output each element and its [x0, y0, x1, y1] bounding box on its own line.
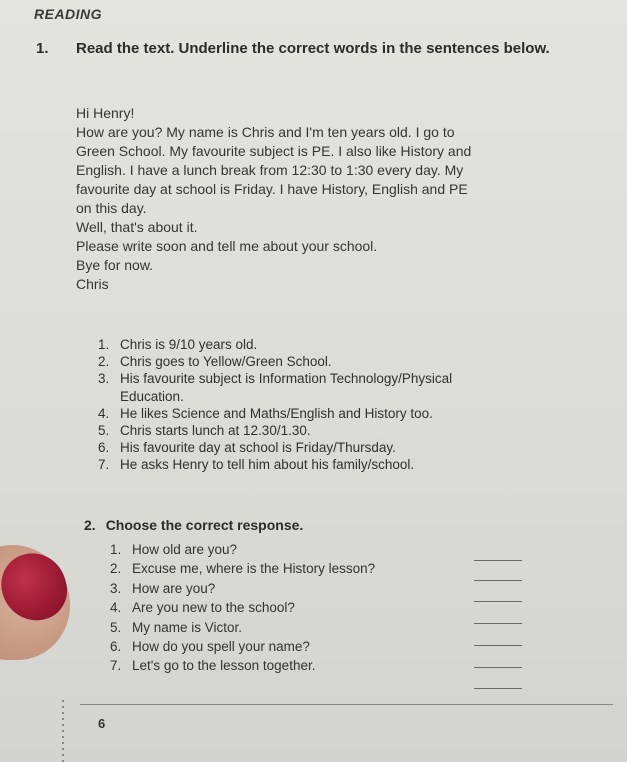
list-item: [110, 618, 470, 637]
item-number: 7.: [110, 658, 122, 674]
list-item: [98, 439, 618, 456]
answer-blank[interactable]: [474, 667, 522, 668]
item-number: 6.: [98, 440, 110, 456]
item-number: 5.: [98, 423, 110, 439]
item-number: 4.: [98, 405, 110, 421]
question-2-heading: [84, 514, 303, 536]
item-text: He asks Henry to tell him about his family/school.: [120, 457, 415, 473]
list-item: [110, 559, 470, 578]
item-text: Let's go to the lesson together.: [132, 658, 316, 674]
letter-line: English. I have a lunch break from 12:30 to 1:30 every day. My: [76, 162, 464, 178]
list-item: [110, 598, 470, 617]
margin-dotted-line: [62, 700, 64, 762]
item-text: Are you new to the school?: [132, 600, 295, 616]
answer-blank[interactable]: [474, 623, 522, 624]
answer-blank[interactable]: [474, 601, 522, 602]
list-item: [110, 656, 470, 675]
item-number: 3.: [110, 580, 122, 596]
item-number: 4.: [110, 600, 122, 616]
item-text: My name is Victor.: [132, 619, 243, 635]
list-item: [98, 405, 618, 422]
letter-line: Well, that's about it.: [76, 219, 198, 235]
item-number: 7.: [98, 457, 110, 473]
letter-line: How are you? My name is Chris and I'm ten years old. I go to: [76, 124, 455, 140]
item-number: 6.: [110, 639, 122, 655]
item-text: Excuse me, where is the History lesson?: [132, 561, 376, 577]
item-number: 2.: [98, 354, 110, 370]
answer-blank[interactable]: [474, 645, 522, 646]
letter-line: on this day.: [76, 200, 147, 216]
list-item: [98, 422, 618, 439]
list-item: [110, 579, 470, 598]
list-item: [110, 540, 470, 559]
question-instruction: Read the text. Underline the correct words in the sentences below.: [76, 40, 550, 57]
item-text: His favourite day at school is Friday/Thursday.: [120, 440, 396, 456]
footer-divider: [80, 704, 613, 705]
list-item: [98, 370, 618, 387]
item-text: How do you spell your name?: [132, 639, 310, 655]
question-1-sentences: [98, 336, 618, 474]
item-text: How old are you?: [132, 542, 238, 557]
list-item: [110, 637, 470, 656]
item-number: 1.: [98, 337, 110, 352]
letter-line: Green School. My favourite subject is PE. I also like History and: [76, 143, 472, 159]
letter-line: favourite day at school is Friday. I have History, English and PE: [76, 181, 468, 197]
list-item: [98, 353, 618, 370]
letter-text: [76, 104, 621, 294]
letter-line: Hi Henry!: [76, 105, 135, 121]
letter-line: Bye for now.: [76, 257, 154, 273]
item-text: How are you?: [132, 580, 216, 596]
item-text: His favourite subject is Information Technology/Physical: [120, 371, 453, 387]
question-number: 2.: [84, 517, 96, 533]
page-number: 6: [98, 716, 106, 731]
item-text: He likes Science and Maths/English and History too.: [120, 405, 433, 421]
item-number: 2.: [110, 561, 122, 577]
letter-line: Please write soon and tell me about your school.: [76, 238, 378, 254]
question-number: 1.: [36, 40, 49, 57]
letter-line: Chris: [76, 276, 109, 292]
item-text: Chris is 9/10 years old.: [120, 337, 258, 352]
answer-blank[interactable]: [474, 688, 522, 689]
item-text: Chris goes to Yellow/Green School.: [120, 354, 332, 370]
question-2-prompts: [110, 540, 470, 676]
list-item: [98, 336, 618, 353]
list-item: [98, 456, 618, 473]
item-number: 3.: [98, 371, 110, 387]
item-number: 1.: [110, 542, 122, 557]
item-number: 5.: [110, 619, 122, 635]
question-instruction: Choose the correct response.: [105, 517, 304, 533]
answer-blank[interactable]: [474, 560, 522, 561]
section-title: READING: [34, 6, 103, 22]
item-text: Education.: [120, 388, 184, 404]
list-item: [98, 388, 618, 405]
item-text: Chris starts lunch at 12.30/1.30.: [120, 423, 311, 439]
answer-blank[interactable]: [474, 580, 522, 581]
